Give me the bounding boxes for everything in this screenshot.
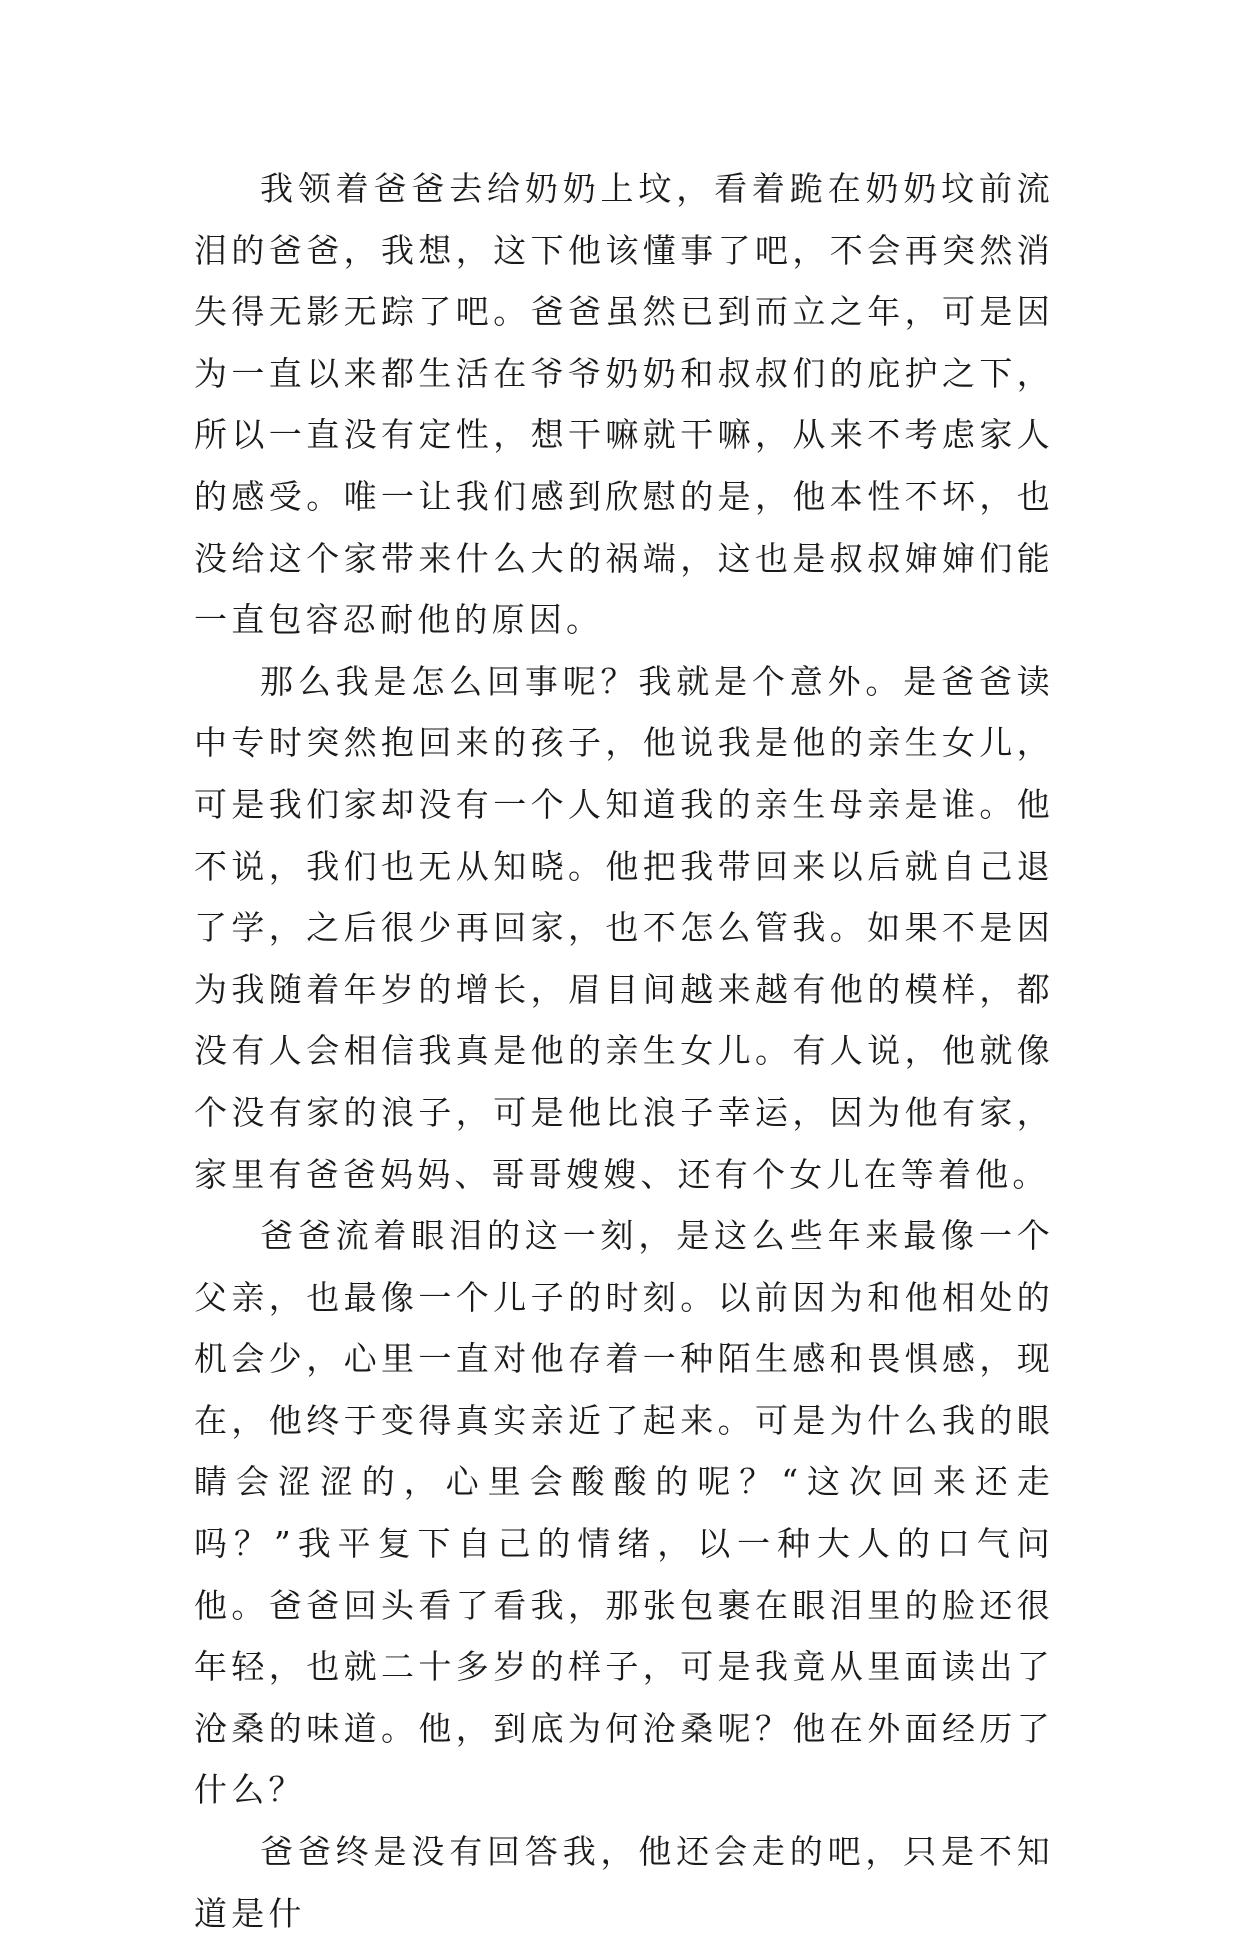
paragraph-2: 那么我是怎么回事呢？我就是个意外。是爸爸读中专时突然抱回来的孩子，他说我是他的亲生女儿，可是我们家却没有一个人知道我的亲生母亲是谁。他不说，我们也无从知晓。他把我带回来以后就自己退了学，之后很少再回家，也不怎么管我。如果不是因为我随着年岁的增长，眉目间越来越有他的模样，都没有人会相信我真是他的亲生女儿。有人说，他就像个没有家的浪子，可是他比浪子幸运，因为他有家，家里有爸爸妈妈、哥哥嫂嫂、还有个女儿在等着他。 — [194, 661, 1054, 1194]
paragraph-3: 爸爸流着眼泪的这一刻，是这么些年来最像一个父亲，也最像一个儿子的时刻。以前因为和他相处的机会少，心里一直对他存着一种陌生感和畏惧感，现在，他终于变得真实亲近了起来。可是为什么我的眼睛会涩涩的，心里会酸酸的呢？“这次回来还走吗？”我平复下自己的情绪，以一种大人的口气问他。爸爸回头看了看我，那张包裹在眼泪里的脸还很年轻，也就二十多岁的样子，可是我竟从里面读出了沧桑的味道。他，到底为何沧桑呢？他在外面经历了什么？ — [194, 1216, 1054, 1810]
paragraph-4: 爸爸终是没有回答我，他还会走的吧，只是不知道是什 — [194, 1832, 1054, 1933]
paragraph-1: 我领着爸爸去给奶奶上坟，看着跪在奶奶坟前流泪的爸爸，我想，这下他该懂事了吧，不会再突然消失得无影无踪了吧。爸爸虽然已到而立之年，可是因为一直以来都生活在爷爷奶奶和叔叔们的庇护之下，所以一直没有定性，想干嘛就干嘛，从来不考虑家人的感受。唯一让我们感到欣慰的是，他本性不坏，也没给这个家带来什么大的祸端，这也是叔叔婶婶们能一直包容忍耐他的原因。 — [194, 169, 1054, 640]
body-text — [194, 158, 1054, 1944]
